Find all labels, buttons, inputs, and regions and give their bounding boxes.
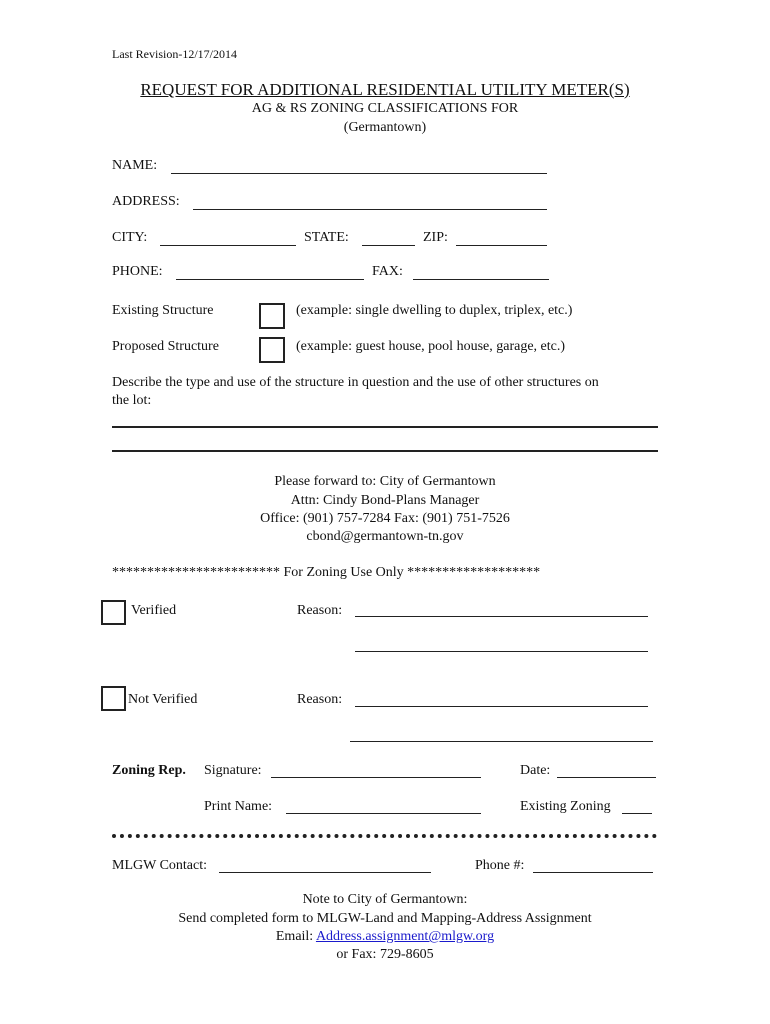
mlgw-contact-label: MLGW Contact: <box>112 858 208 873</box>
zoning-use-only-header: ************************ For Zoning Use Only ******************* <box>112 565 541 580</box>
existing-structure-example: (example: single dwelling to duplex, triplex, etc.) <box>296 303 573 318</box>
forward-attn: Attn: Cindy Bond-Plans Manager <box>290 493 480 508</box>
proposed-structure-example: (example: guest house, pool house, garage, etc.) <box>296 339 566 354</box>
date-label: Date: <box>520 763 551 778</box>
city-label: CITY: <box>112 230 148 245</box>
fax-label: FAX: <box>372 264 403 279</box>
mlgw-contact-field[interactable] <box>219 872 431 873</box>
proposed-structure-checkbox[interactable] <box>259 337 285 363</box>
date-field[interactable] <box>557 777 656 778</box>
forward-office-fax: Office: (901) 757-7284 Fax: (901) 751-7526 <box>260 511 510 526</box>
signature-field[interactable] <box>271 777 481 778</box>
verified-reason-field[interactable] <box>355 616 648 617</box>
note-instructions: Send completed form to MLGW-Land and Mapping-Address Assignment <box>178 911 592 926</box>
revision-date: Last Revision-12/17/2014 <box>112 47 237 61</box>
note-email-line <box>0 929 770 945</box>
note-email-link[interactable]: Address.assignment@mlgw.org <box>315 929 495 944</box>
signature-label: Signature: <box>204 763 262 778</box>
mlgw-phone-label: Phone #: <box>475 858 525 873</box>
describe-prompt-line2: the lot: <box>112 393 152 408</box>
not-verified-reason-label: Reason: <box>297 692 343 707</box>
not-verified-reason-field[interactable] <box>355 706 648 707</box>
verified-label: Verified <box>131 603 177 618</box>
form-title: REQUEST FOR ADDITIONAL RESIDENTIAL UTILITY METER(S) <box>140 80 630 99</box>
existing-zoning-field[interactable] <box>622 813 652 814</box>
existing-structure-label: Existing Structure <box>112 303 214 318</box>
note-fax: or Fax: 729-8605 <box>336 947 434 962</box>
existing-structure-checkbox[interactable] <box>259 303 285 329</box>
not-verified-checkbox[interactable] <box>101 686 126 711</box>
form-location: (Germantown) <box>343 120 427 135</box>
name-label: NAME: <box>112 158 158 173</box>
dotted-separator <box>112 834 657 838</box>
note-email-label: Email: <box>275 929 314 944</box>
state-label: STATE: <box>304 230 349 245</box>
zip-label: ZIP: <box>423 230 448 245</box>
note-title: Note to City of Germantown: <box>302 892 468 907</box>
phone-label: PHONE: <box>112 264 163 279</box>
address-label: ADDRESS: <box>112 194 180 209</box>
verified-reason-field-2[interactable] <box>355 651 648 652</box>
describe-prompt-line1: Describe the type and use of the structure in question and the use of other structures on <box>112 375 599 390</box>
describe-answer-line-2[interactable] <box>112 450 658 452</box>
print-name-field[interactable] <box>286 813 481 814</box>
zip-field[interactable] <box>456 245 547 246</box>
verified-reason-label: Reason: <box>297 603 343 618</box>
name-field[interactable] <box>171 173 547 174</box>
proposed-structure-label: Proposed Structure <box>112 339 219 354</box>
address-field[interactable] <box>193 209 547 210</box>
zoning-rep-label: Zoning Rep. <box>112 763 186 778</box>
city-field[interactable] <box>160 245 296 246</box>
existing-zoning-label: Existing Zoning <box>520 799 611 814</box>
verified-checkbox[interactable] <box>101 600 126 625</box>
not-verified-reason-field-2[interactable] <box>350 741 653 742</box>
describe-answer-line-1[interactable] <box>112 426 658 428</box>
forward-email: cbond@germantown-tn.gov <box>306 529 464 544</box>
forward-to: Please forward to: City of Germantown <box>274 474 496 489</box>
phone-field[interactable] <box>176 279 364 280</box>
state-field[interactable] <box>362 245 415 246</box>
mlgw-phone-field[interactable] <box>533 872 653 873</box>
print-name-label: Print Name: <box>204 799 273 814</box>
fax-field[interactable] <box>413 279 549 280</box>
form-subtitle: AG & RS ZONING CLASSIFICATIONS FOR <box>251 101 519 116</box>
not-verified-label: Not Verified <box>128 692 198 707</box>
